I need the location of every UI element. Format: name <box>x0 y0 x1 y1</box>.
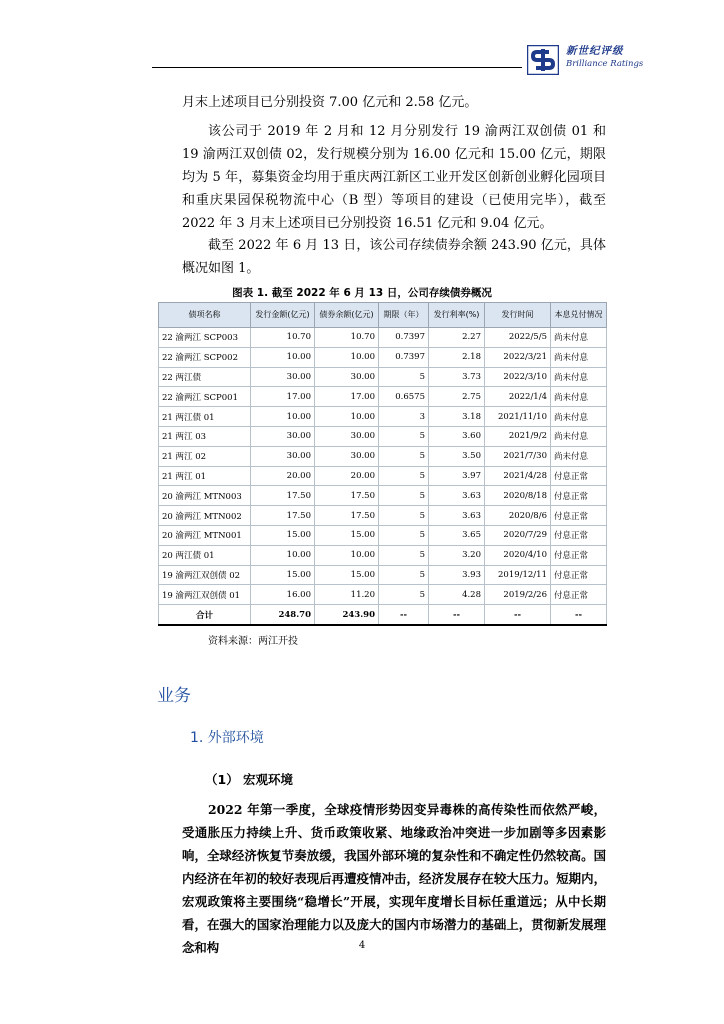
table-cell: 5 <box>379 565 429 585</box>
table-row <box>159 328 607 348</box>
table-cell: 2020/8/6 <box>485 506 551 526</box>
table-row <box>159 347 607 367</box>
table-cell: 2019/2/26 <box>485 585 551 605</box>
table-total-cell: -- <box>485 605 551 625</box>
table-cell: 10.00 <box>251 407 315 427</box>
table-cell: 2020/4/10 <box>485 545 551 565</box>
table-cell: 30.00 <box>315 367 379 387</box>
table-cell: 10.00 <box>251 347 315 367</box>
table-cell: 30.00 <box>251 446 315 466</box>
table-cell: 30.00 <box>251 367 315 387</box>
table-cell: 20.00 <box>315 466 379 486</box>
table-cell: 3.73 <box>429 367 485 387</box>
table-cell: 10.00 <box>251 545 315 565</box>
table-cell: 付息正常 <box>551 506 607 526</box>
table-cell: 尚未付息 <box>551 367 607 387</box>
col-header-balance: 债券余额(亿元) <box>315 303 379 328</box>
table-cell: 2021/9/2 <box>485 426 551 446</box>
table-header-row <box>159 303 607 328</box>
table-cell: 尚未付息 <box>551 387 607 407</box>
table-cell: 5 <box>379 466 429 486</box>
table-cell: 5 <box>379 426 429 446</box>
table-cell: 2020/8/18 <box>485 486 551 506</box>
logo-text-cn: 新世纪评级 <box>566 45 624 57</box>
table-cell: 15.00 <box>315 525 379 545</box>
table-cell: 3.50 <box>429 446 485 466</box>
table-cell: 20.00 <box>251 466 315 486</box>
table-cell: 10.00 <box>315 407 379 427</box>
table-row <box>159 387 607 407</box>
table-row <box>159 545 607 565</box>
table-cell: 0.6575 <box>379 387 429 407</box>
table-cell: 付息正常 <box>551 486 607 506</box>
table-cell: 21 两江 03 <box>159 426 251 446</box>
table-cell: 4.28 <box>429 585 485 605</box>
table-row <box>159 466 607 486</box>
table-cell: 3.65 <box>429 525 485 545</box>
table-cell: 付息正常 <box>551 525 607 545</box>
table-cell: 17.50 <box>315 486 379 506</box>
table-caption: 图表 1. 截至 2022 年 6 月 13 日，公司存续债券概况 <box>232 287 492 299</box>
logo-text-en: Brilliance Ratings <box>566 59 644 69</box>
paragraph-3: 截至 2022 年 6 月 13 日，该公司存续债券余额 243.90 亿元，具体概况如图 1。 <box>182 238 606 276</box>
table-cell: 2021/7/30 <box>485 446 551 466</box>
col-header-rate: 发行利率(%) <box>429 303 485 328</box>
table-row <box>159 367 607 387</box>
table-cell: 10.00 <box>315 545 379 565</box>
table-cell: 15.00 <box>251 525 315 545</box>
table-cell: 20 渝两江 MTN003 <box>159 486 251 506</box>
table-cell: 5 <box>379 367 429 387</box>
table-row <box>159 525 607 545</box>
table-cell: 2.75 <box>429 387 485 407</box>
table-row <box>159 426 607 446</box>
subsection-heading-external-env: 1. 外部环境 <box>190 730 264 746</box>
table-cell: 5 <box>379 525 429 545</box>
table-cell: 15.00 <box>315 565 379 585</box>
table-cell: 21 两江债 01 <box>159 407 251 427</box>
table-cell: 付息正常 <box>551 545 607 565</box>
table-cell: 16.00 <box>251 585 315 605</box>
table-cell: 11.20 <box>315 585 379 605</box>
table-cell: 付息正常 <box>551 585 607 605</box>
table-row <box>159 407 607 427</box>
table-cell: 21 两江 02 <box>159 446 251 466</box>
table-total-cell: -- <box>379 605 429 625</box>
company-logo-icon <box>527 45 559 75</box>
table-total-cell: -- <box>551 605 607 625</box>
header-rule <box>152 67 522 68</box>
table-cell: 2022/3/10 <box>485 367 551 387</box>
table-row <box>159 446 607 466</box>
table-cell: 2.27 <box>429 328 485 348</box>
table-cell: 5 <box>379 446 429 466</box>
table-total-cell: 243.90 <box>315 605 379 625</box>
table-cell: 2022/1/4 <box>485 387 551 407</box>
table-total-cell: 合计 <box>159 605 251 625</box>
table-cell: 0.7397 <box>379 347 429 367</box>
table-cell: 30.00 <box>251 426 315 446</box>
table-cell: 2022/5/5 <box>485 328 551 348</box>
page-number: 4 <box>358 940 366 951</box>
table-total-cell: 248.70 <box>251 605 315 625</box>
table-cell: 2021/4/28 <box>485 466 551 486</box>
table-total-row <box>159 605 607 625</box>
table-cell: 22 渝两江 SCP002 <box>159 347 251 367</box>
table-cell: 3.63 <box>429 506 485 526</box>
macro-paragraph: 2022 年第一季度，全球疫情形势因变异毒株的高传染性而依然严峻，受通胀压力持续上升、货币政策收紧、地缘政治冲突进一步加剧等多因素影响，全球经济恢复节奏放缓，我国外部环境的复杂性和不确定性仍然较高。国内经济在年初的较好表现后再遭疫情冲击，经济发展存在较大压力。短期内，宏观政策将主要围绕“稳增长”开展，实现年度增长目标任重道远；从中长期看，在强大的国家治理能力以及庞大的国内市场潜力的基础上，贯彻新发展理念和构 <box>182 802 606 955</box>
table-cell: 0.7397 <box>379 328 429 348</box>
table-cell: 3.97 <box>429 466 485 486</box>
table-cell: 10.70 <box>251 328 315 348</box>
table-cell: 5 <box>379 486 429 506</box>
table-cell: 5 <box>379 506 429 526</box>
table-cell: 10.00 <box>315 347 379 367</box>
bonds-table <box>158 302 607 626</box>
table-cell: 10.70 <box>315 328 379 348</box>
table-cell: 付息正常 <box>551 565 607 585</box>
table-cell: 尚未付息 <box>551 426 607 446</box>
table-cell: 3.93 <box>429 565 485 585</box>
col-header-term: 期限（年） <box>379 303 429 328</box>
table-cell: 30.00 <box>315 446 379 466</box>
table-cell: 17.50 <box>251 506 315 526</box>
table-cell: 尚未付息 <box>551 446 607 466</box>
table-cell: 3.20 <box>429 545 485 565</box>
table-cell: 2019/12/11 <box>485 565 551 585</box>
table-cell: 20 渝两江 MTN002 <box>159 506 251 526</box>
table-cell: 5 <box>379 585 429 605</box>
table-cell: 尚未付息 <box>551 328 607 348</box>
table-cell: 3 <box>379 407 429 427</box>
table-cell: 21 两江 01 <box>159 466 251 486</box>
table-row <box>159 565 607 585</box>
table-row <box>159 486 607 506</box>
table-cell: 17.00 <box>315 387 379 407</box>
col-header-name: 债项名称 <box>159 303 251 328</box>
table-cell: 20 两江债 01 <box>159 545 251 565</box>
table-cell: 22 渝两江 SCP001 <box>159 387 251 407</box>
table-cell: 2020/7/29 <box>485 525 551 545</box>
table-cell: 22 两江债 <box>159 367 251 387</box>
table-cell: 尚未付息 <box>551 407 607 427</box>
table-cell: 20 渝两江 MTN001 <box>159 525 251 545</box>
section-heading-business: 业务 <box>157 686 191 706</box>
table-row <box>159 506 607 526</box>
table-cell: 15.00 <box>251 565 315 585</box>
col-header-issue-amount: 发行金额(亿元) <box>251 303 315 328</box>
table-cell: 2022/3/21 <box>485 347 551 367</box>
table-cell: 2.18 <box>429 347 485 367</box>
table-cell: 19 渝两江双创债 01 <box>159 585 251 605</box>
subsubsection-heading-macro: （1） 宏观环境 <box>205 772 294 787</box>
table-cell: 付息正常 <box>551 466 607 486</box>
table-source: 资料来源：两江开投 <box>208 636 298 647</box>
table-cell: 22 渝两江 SCP003 <box>159 328 251 348</box>
table-cell: 3.63 <box>429 486 485 506</box>
col-header-payment-status: 本息兑付情况 <box>551 303 607 328</box>
table-cell: 30.00 <box>315 426 379 446</box>
table-cell: 3.18 <box>429 407 485 427</box>
table-cell: 尚未付息 <box>551 347 607 367</box>
table-cell: 19 渝两江双创债 02 <box>159 565 251 585</box>
table-total-cell: -- <box>429 605 485 625</box>
table-row <box>159 585 607 605</box>
table-cell: 3.60 <box>429 426 485 446</box>
table-cell: 17.50 <box>315 506 379 526</box>
paragraph-1: 月末上述项目已分别投资 7.00 亿元和 2.58 亿元。 <box>182 95 478 110</box>
col-header-issue-date: 发行时间 <box>485 303 551 328</box>
table-cell: 5 <box>379 545 429 565</box>
table-cell: 17.50 <box>251 486 315 506</box>
table-cell: 2021/11/10 <box>485 407 551 427</box>
paragraph-2: 该公司于 2019 年 2 月和 12 月分别发行 19 渝两江双创债 01 和 19 渝两江双创债 02，发行规模分别为 16.00 亿元和 15.00 亿元，期限均为 5 年，募集资金均用于重庆两江新区工业开发区创新创业孵化园项目和重庆果园保税物流中心（B 型）等项目的建设（已使用完毕），截至 2022 年 3 月末上述项目已分别投资 16.51 亿元和 9.04 亿元。 <box>182 124 606 231</box>
table-cell: 17.00 <box>251 387 315 407</box>
